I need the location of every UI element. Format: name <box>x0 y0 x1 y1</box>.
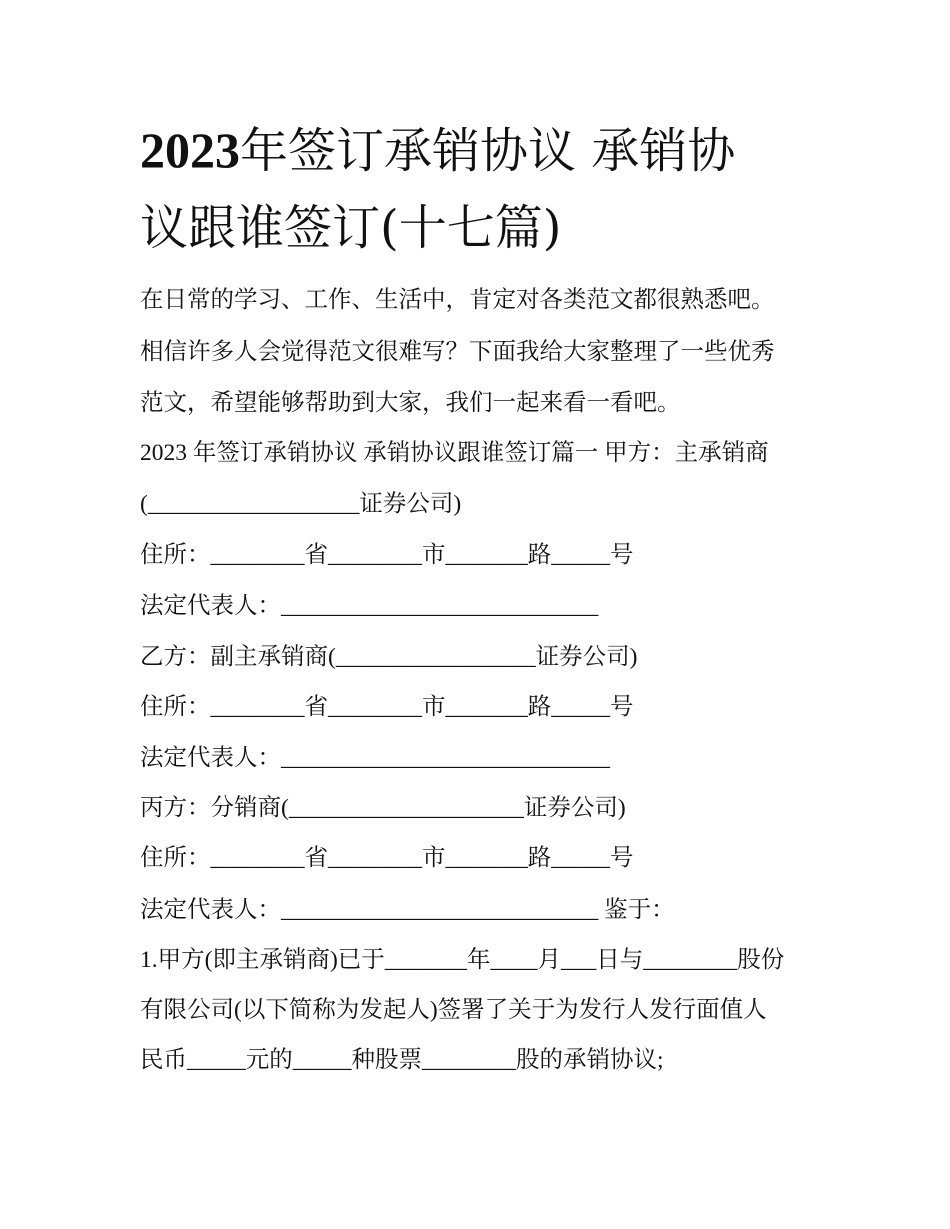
paragraph-line: 法定代表人：____________________________ <box>140 745 610 771</box>
paragraph-line: 相信许多人会觉得范文很难写？下面我给大家整理了一些优秀 <box>140 339 775 365</box>
document-title-line-1 <box>140 120 735 181</box>
paragraph-line: 住所：________省________市_______路_____号 <box>140 694 634 720</box>
paragraph-line: 丙方：分销商(____________________证券公司) <box>140 795 626 821</box>
paragraph-line: 民币_____元的_____种股票________股的承销协议; <box>140 1047 664 1073</box>
paragraph-line: 有限公司(以下简称为发起人)签署了关于为发行人发行面值人 <box>140 997 767 1023</box>
paragraph-line: 住所：________省________市_______路_____号 <box>140 542 634 568</box>
paragraph-line: 2023 年签订承销协议 承销协议跟谁签订篇一 甲方：主承销商 <box>140 440 769 466</box>
paragraph-line: 在日常的学习、工作、生活中，肯定对各类范文都很熟悉吧。 <box>140 287 775 313</box>
paragraph-line: (__________________证券公司) <box>140 491 462 517</box>
paragraph-line: 法定代表人：___________________________ <box>140 593 599 619</box>
title-year: 2023 <box>140 122 240 178</box>
paragraph-line: 1.甲方(即主承销商)已于_______年____月___日与________股份 <box>140 947 785 973</box>
document-title-line-2: 议跟谁签订(十七篇) <box>140 200 562 256</box>
paragraph-line: 乙方：副主承销商(_________________证券公司) <box>140 644 638 670</box>
title-text: 年签订承销协议 承销协 <box>240 123 736 179</box>
paragraph-line: 法定代表人：___________________________ 鉴于： <box>140 897 675 923</box>
paragraph-line: 范文，希望能够帮助到大家，我们一起来看一看吧。 <box>140 390 681 416</box>
paragraph-line: 住所：________省________市_______路_____号 <box>140 845 634 871</box>
